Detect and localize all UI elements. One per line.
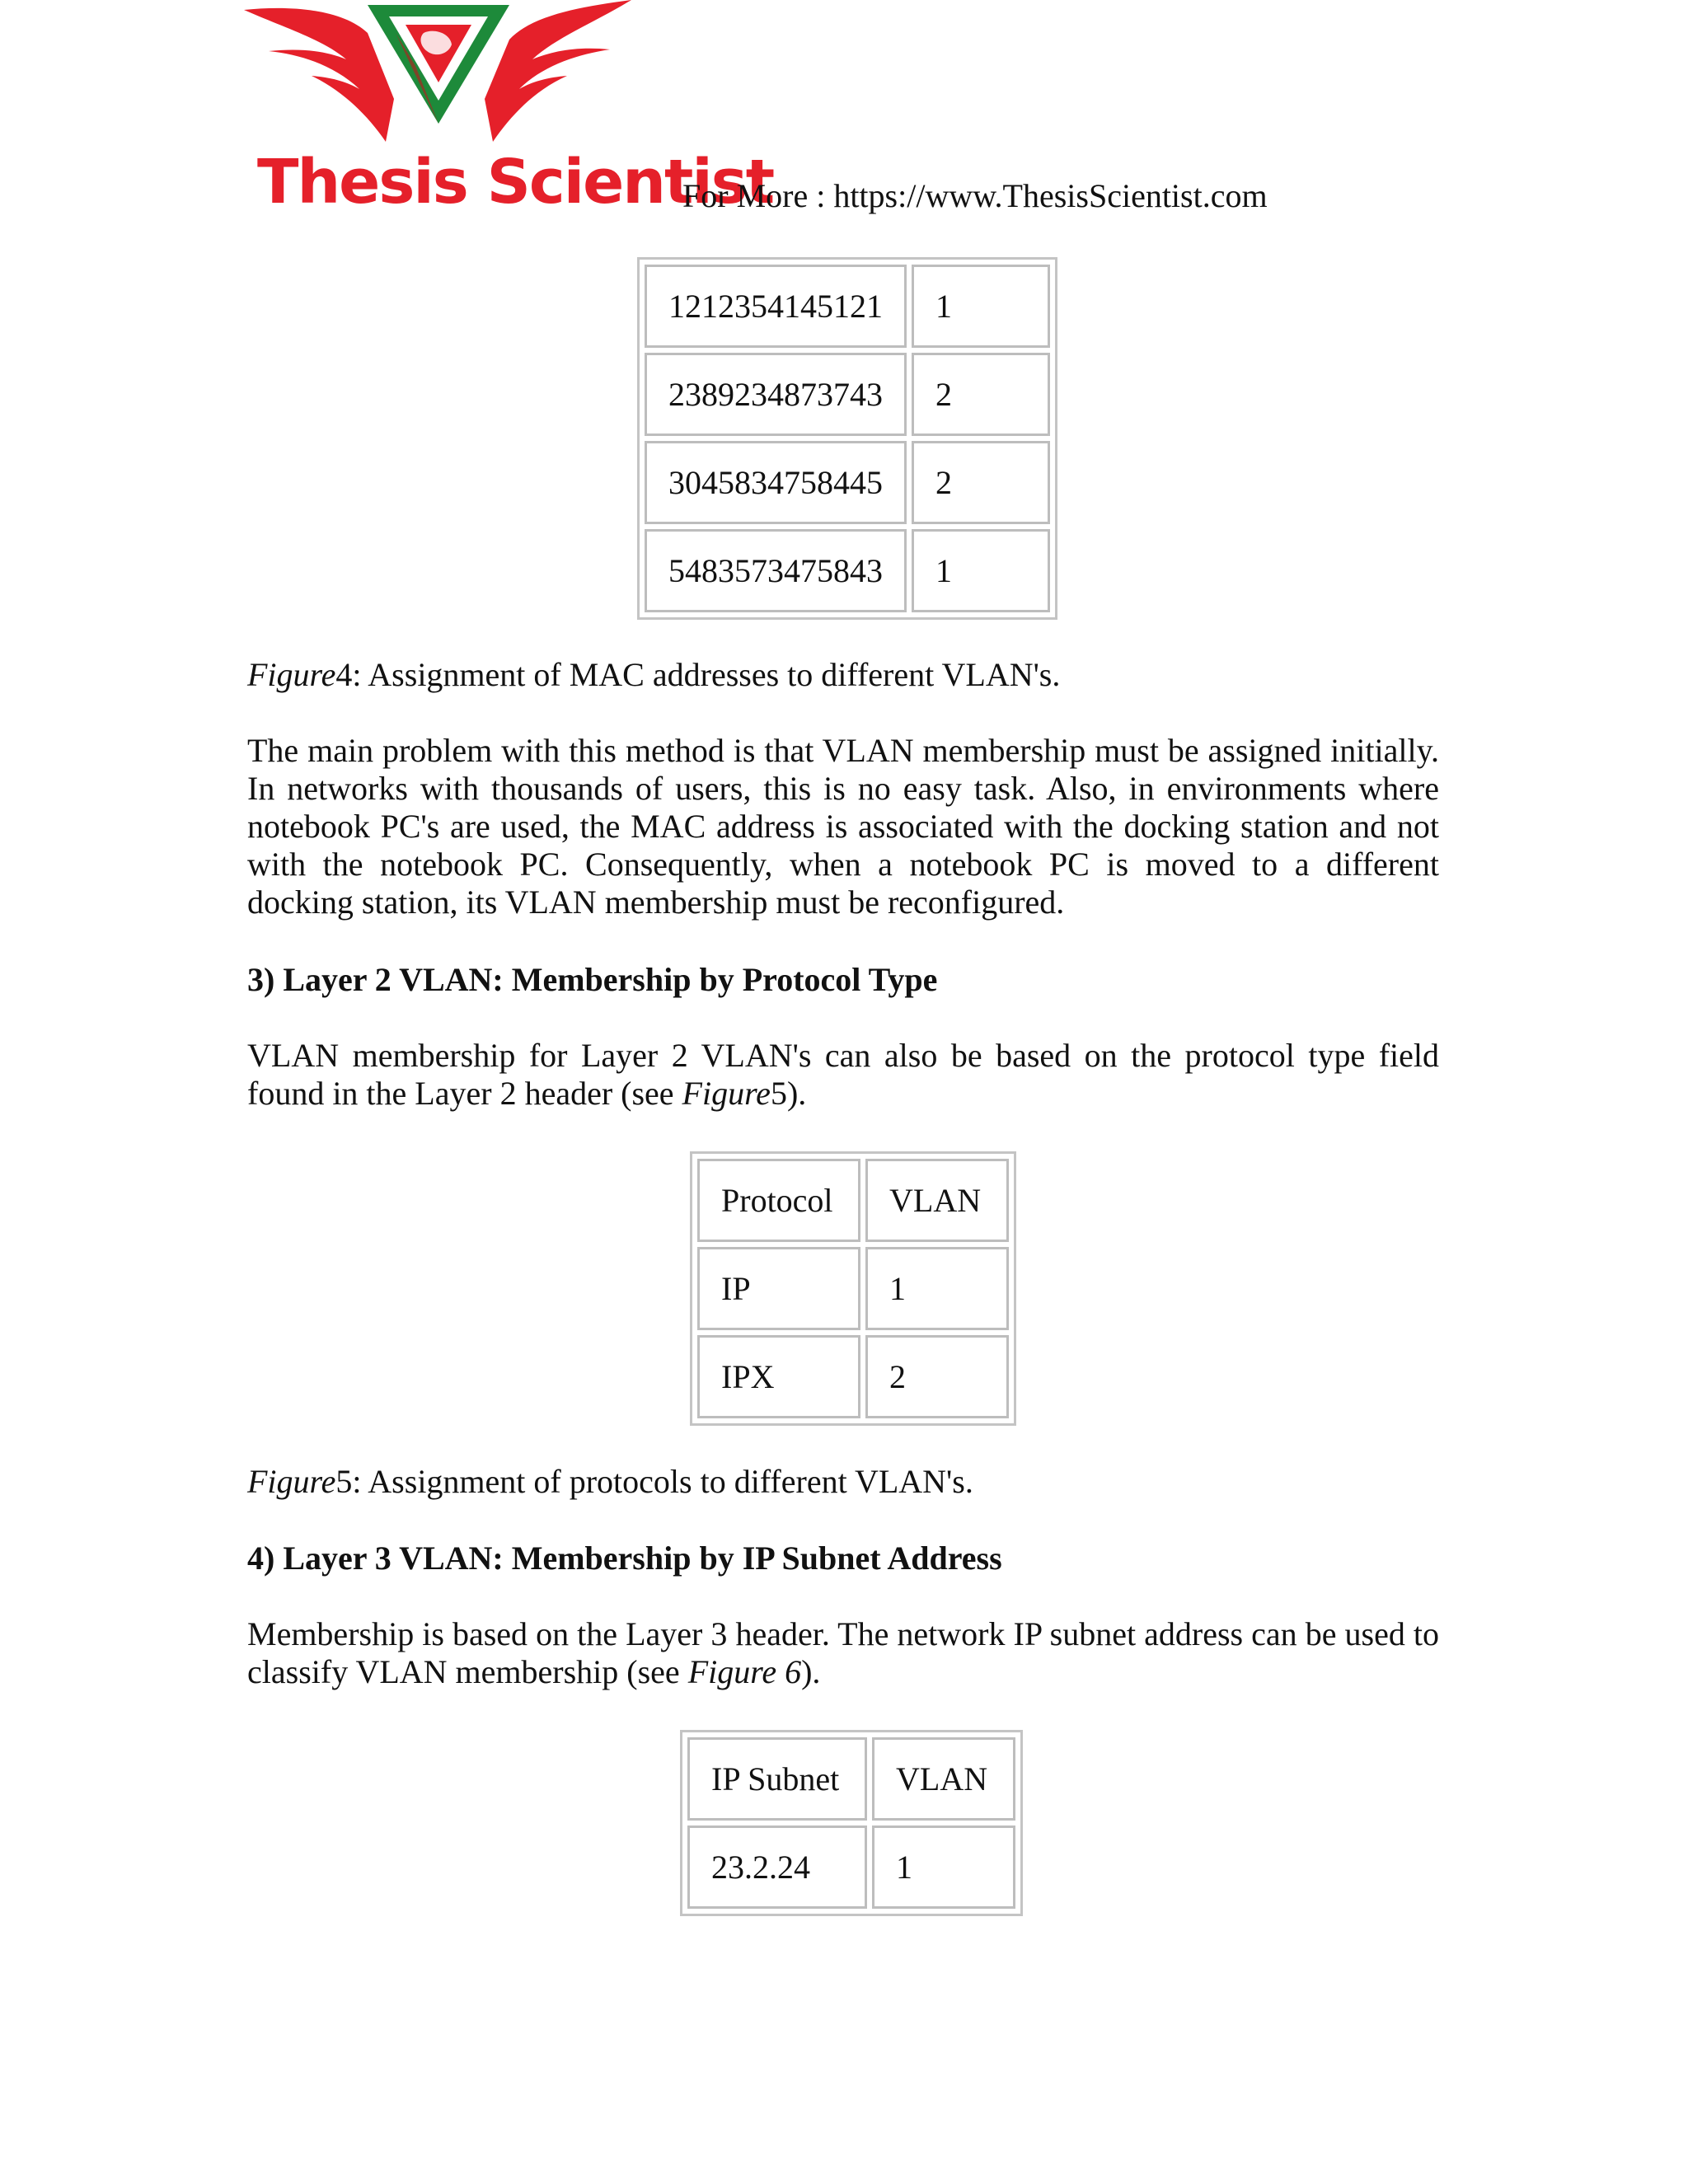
section-heading-protocol-type: 3) Layer 2 VLAN: Membership by Protocol Type xyxy=(247,961,938,998)
figure5-caption xyxy=(247,1463,1439,1501)
figure-label: Figure xyxy=(247,656,336,693)
protocol-cell: IPX xyxy=(697,1335,860,1418)
vlan-cell: 1 xyxy=(912,529,1050,612)
protocol-vlan-table xyxy=(690,1151,1016,1426)
logo-wordmark: Thesis Scientist xyxy=(257,147,774,218)
table-row xyxy=(687,1825,1015,1909)
paragraph-ip-subnet xyxy=(247,1615,1439,1691)
vlan-cell: 1 xyxy=(865,1247,1009,1330)
section-heading-ip-subnet: 4) Layer 3 VLAN: Membership by IP Subnet Address xyxy=(247,1540,1002,1577)
column-header-ip-subnet: IP Subnet xyxy=(687,1737,867,1821)
figure-ref-number: 5 xyxy=(770,1075,787,1112)
vlan-cell: 2 xyxy=(912,441,1050,524)
paragraph-protocol-type xyxy=(247,1037,1439,1113)
para-text: Membership is based on the Layer 3 header. The network IP subnet address can be used to classify VLAN membership (see xyxy=(247,1615,1439,1690)
mac-address-cell: 1212354145121 xyxy=(645,265,907,348)
protocol-cell: IP xyxy=(697,1247,860,1330)
winged-v-logo-icon xyxy=(244,0,631,148)
mac-address-cell: 5483573475843 xyxy=(645,529,907,612)
figure-ref: Figure 6 xyxy=(687,1653,802,1690)
figure-number: 5 xyxy=(335,1463,353,1500)
caption-text: : Assignment of MAC addresses to different VLAN's. xyxy=(352,656,1061,693)
vlan-cell: 1 xyxy=(912,265,1050,348)
para-text: ). xyxy=(801,1653,821,1690)
caption-text: : Assignment of protocols to different VLAN's. xyxy=(352,1463,973,1500)
table-header-row xyxy=(687,1737,1015,1821)
table-header-row xyxy=(697,1159,1009,1242)
figure-label: Figure xyxy=(247,1463,336,1500)
para-text: VLAN membership for Layer 2 VLAN's can also be based on the protocol type field found in the Layer 2 header (see xyxy=(247,1037,1439,1112)
vlan-cell: 2 xyxy=(912,353,1050,436)
mac-address-cell: 2389234873743 xyxy=(645,353,907,436)
vlan-cell: 1 xyxy=(872,1825,1015,1909)
para-text: ). xyxy=(786,1075,807,1112)
mac-vlan-table xyxy=(637,257,1057,620)
table-row xyxy=(645,353,1050,436)
ip-subnet-vlan-table xyxy=(680,1730,1023,1916)
figure-number: 4 xyxy=(335,656,353,693)
table-row xyxy=(697,1247,1009,1330)
table-row xyxy=(645,265,1050,348)
column-header-vlan: VLAN xyxy=(872,1737,1015,1821)
paragraph-mac-problem: The main problem with this method is that VLAN membership must be assigned initially. In networks with thousands of users, this is no easy task. Also, in environments where notebook PC's are used, the MAC address is associated with the docking station and not with the notebook PC. Consequently, when a notebook PC is moved to a different docking station, its VLAN membership must be reconfigured. xyxy=(247,732,1439,921)
column-header-protocol: Protocol xyxy=(697,1159,860,1242)
column-header-vlan: VLAN xyxy=(865,1159,1009,1242)
table-row xyxy=(645,441,1050,524)
thesis-scientist-logo[interactable] xyxy=(244,0,774,223)
table-row xyxy=(645,529,1050,612)
vlan-cell: 2 xyxy=(865,1335,1009,1418)
mac-address-cell: 3045834758445 xyxy=(645,441,907,524)
table-row xyxy=(697,1335,1009,1418)
ip-subnet-cell: 23.2.24 xyxy=(687,1825,867,1909)
for-more-link[interactable]: For More : https://www.ThesisScientist.com xyxy=(682,177,1268,214)
figure4-caption xyxy=(247,656,1439,694)
figure-ref-label: Figure xyxy=(682,1075,771,1112)
